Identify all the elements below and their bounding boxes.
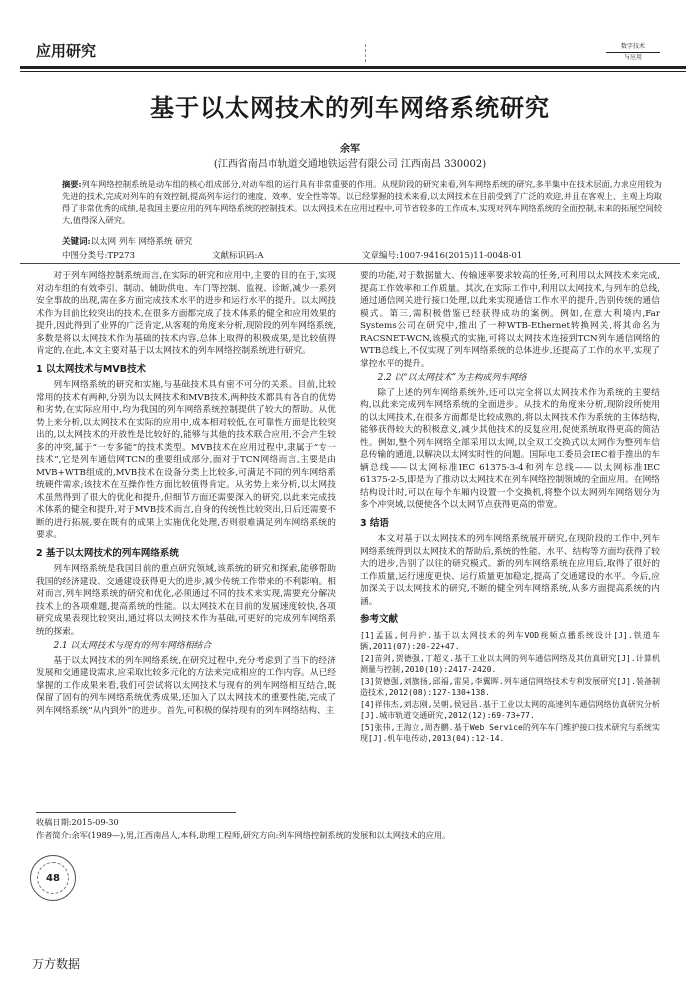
header-divider <box>365 44 367 62</box>
abstract <box>62 178 662 226</box>
abstract-text: 列车网络控制系统是动车组的核心组成部分,对动车组的运行具有非常重要的作用。从现阶段的研究来看,列车网络系统的研究,多半集中在技术层面,力求应用较为先进的技术,完成对列车的有效控制,提高列车运行的速度、效率、安全性等等。以已经掌握的技术来看,以太网技术在目前受到了广泛的欢迎,并且在客观上、主观上均取得了非常优秀的成绩,是我国主要应用的列车网络系统的控制技术。以太网技术在应用过程中,可节省较多的工作成本,实现对列车网络系统的全面控制,未来的拓展空间较大,值得深入研究。 <box>62 179 662 225</box>
source-watermark: 万方数据 <box>32 957 81 971</box>
author-bio: 作者简介:余军(1989—),男,江西南昌人,本科,助理工程师,研究方向:列车网络控制系统的发展和以太网技术的应用。 <box>36 830 451 840</box>
intro-paragraph: 对于列车网络控制系统而言,在实际的研究和应用中,主要的目的在于,实现对动车组的有效牵引、制动、辅助供电、车门等控制、监视、诊断,减少一系列安全事故的出现,需在多方面完成技术水平的进步和运行水平的提升。以太网技术作为目前比较突出的技术,在很多方面都完成了技术体系的健全和应用效果的提升,因此得到了业界的广泛肯定,从客观的角度来分析,现阶段的列车网络系统,多数是将以太网技术作为基础的技术内容,总体上取得的积极成果,是比较值得肯定的,在此,本文主要对基于以太网技术的列车网络控制系统进行研究。 <box>36 271 336 356</box>
section-1-paragraph: 列车网络系统的研究和实施,与基础技术具有密不可分的关系。目前,比较常用的技术有两种,分别为以太网技术和MVB技术,两种技术都具有各自的优势和劣势,在实际应用中,均为我国的列车网络系统控制提供了较大的帮助。从优势上来分析,以太网技术在实际的应用中,成本相对较低,在可靠性方面是比较突出的,以太网技术的开放性是比较好的,能够与其他的技术联合应用,不会产生较多的冲突,属于“一专多能”的技术类型。MVB技术在应用过程中,隶属于“专一技术”,它是列车通信网TCN的重要组成部分,面对于TCN网络而言,主要是由MVB+WTB组成的,MVB技术在设备分类上比较多,可满足不同的列车网络系统硬件需求;该技术在互操作性方面比较值得肯定。从劣势上来分析,以太网技术虽然得到了很大的优化和提升,但细节方面还需要深入的研究,以此来完成技术体系的健全和提升,对于MVB技术而言,自身的传统性比较突出,日后还需要不断的进行拓展,要在既有的成果上实施优化处理,否则很难满足列车网络系统的要求。 <box>36 380 336 540</box>
doc-code: 文献标识码:A <box>212 251 264 261</box>
clc-number: 中图分类号:TP273 <box>62 251 135 261</box>
heading-section-1: 1 以太网技术与MVB技术 <box>36 363 146 375</box>
heading-section-3: 3 结语 <box>360 517 389 529</box>
references-heading: 参考文献 <box>360 614 399 625</box>
journal-badge <box>600 42 666 62</box>
reference-item: [2]苗剑,贺德强,丁超义.基于工业以太网的列车通信网络及其仿真研究[J].计算机测量与控制,2010(10):2417-2420. <box>360 653 660 674</box>
page-number: 48 <box>46 872 60 884</box>
header-rule-thin <box>20 71 686 72</box>
keywords-label: 关键词: <box>62 237 91 247</box>
article-id: 文章编号:1007-9416(2015)11-0048-01 <box>362 251 523 261</box>
section-2-1-continued: 要的功能,对于数据量大、传输速率要求较高的任务,可利用以太网技术来完成,提高工作效率和工作质量。其次,在实际工作中,利用以太网技术,与列车的总线,通过通信网关进行接口处理,以此来实现通信工作水平的提升,告别传统的通信模式。第三,需积极借鉴已经获得成功的案例。例如,在意大利境内,Far Systems公司在研究中,推出了一种WTB-Ethernet转换网关,将其命名为RACSNET-WCN,该模式的实施,可将以太网技术连接到TCN列车通信网络的WTB总线上,不仅实现了列车网络系统的总体进步,还提高了工作的水平,实现了掌控水平的提升。 <box>360 271 660 369</box>
abstract-label: 摘要: <box>62 179 82 189</box>
left-column <box>36 270 336 717</box>
reference-item: [5]张伟,王海立,周杏鹏.基于Web Service的列车车门维护接口技术研究与系统实现[J].机车电传动,2013(04):12-14. <box>360 722 660 743</box>
section-2-2-paragraph: 除了上述的列车网络系统外,还可以完全将以太网技术作为系统的主要结构,以此来完成列车网络系统的全面进步。从技术的角度来分析,现阶段所使用的以太网技术,在很多方面都是比较成熟的,将以太网技术作为系统的主体结构,能够获得较大的积极意义,减少其他技术的反复应用,促使系统取得更高的简洁性。例如,整个列车网络全部采用以太网,以全双工交换式以太网作为整列车信息传输的通道,以解决以太网实时性的问题。国际电工委员会IEC着手推出的车辆总线——以太网标准IEC 61375-3-4和列车总线——以太网标准IEC 61375-2-5,即是为了推动以太网技术在列车网络控制领域的全面应用。在网络结构设计时,可以在每个车厢内设置一个交换机,将整个以太网列车网络划分为多个冲突域,以便使各个以太网节点获得更高的带宽。 <box>360 387 660 510</box>
badge-line2: 与应用 <box>606 52 660 63</box>
heading-section-2-2: 2.2 以“以太网技术”为主构成列车网络 <box>377 373 527 383</box>
right-column <box>360 270 660 745</box>
keywords <box>62 235 662 247</box>
heading-section-2-1: 2.1 以太网技术与现有的列车网络相结合 <box>53 641 212 651</box>
reference-item: [4]祥伟杰,刘志刚,吴朝,侯冠昌.基于工业以太网的高速列车通信网络仿真研究分析[J].城市轨道交通研究,2012(12):69-73+77. <box>360 699 660 720</box>
page-number-seal <box>30 855 76 901</box>
conclusion-paragraph: 本文对基于以太网技术的列车网络系统展开研究,在现阶段的工作中,列车网络系统得到以太网技术的帮助后,系统的性能、水平、结构等方面均获得了较大的进步,告别了以往的研究模式。新的列车网络系统在应用后,取得了很好的工作质量,运行速度更快、运行质量更加稳定,提高了交通建设的水平。今后,应加深关于以太网技术的研究,不断的健全列车网络系统,从多方面提高系统的内涵。 <box>360 534 660 607</box>
header-rule <box>20 66 686 69</box>
footnote-rule <box>36 812 236 813</box>
page-number-ring <box>37 862 69 894</box>
reference-item: [3]贺德强,刘旗扬,邱福,雷昊,李翼晖.列车通信网络技术专利发展研究[J].装备制造技术,2012(08):127-130+138. <box>360 676 660 697</box>
section-2-paragraph: 列车网络系统是我国目前的重点研究领域,该系统的研究和探索,能够帮助我国的经济建设、交通建设获得更大的进步,减少传统工作带来的不利影响。相对而言,列车网络系统的研究和优化,必须通过不同的技术来实现,需要充分解决技术上的各项难题,提高系统的性能。以太网技术在目前的发展速度较快,各项研究成果表现比较突出,通过将以太网技术作为基础,可更好的完成列车网络系统的探索。 <box>36 564 336 637</box>
reference-item: [1]孟猛,何丹护.基于以太网技术的列车VOD视频点播系统设计[J].铁道车辆,2011(07):20-22+47. <box>360 630 660 651</box>
badge-line1: 数字技术 <box>620 43 645 50</box>
keywords-text: 以太网 列车 网络系统 研究 <box>90 237 193 247</box>
paper-title: 基于以太网技术的列车网络系统研究 <box>150 94 550 122</box>
reference-list <box>360 630 660 745</box>
received-date: 收稿日期:2015-09-30 <box>36 817 119 827</box>
heading-section-2: 2 基于以太网技术的列车网络系统 <box>36 547 179 559</box>
section-2-1-paragraph: 基于以太网技术的列车网络系统,在研究过程中,充分考虑到了当下的经济发展和交通建设需求,应采取比较多元化的方法来完成相应的工作内容。从已经掌握的工作成果来看,我们可尝试将以太网技术与现有的列车网络相互结合,既保留了固有的列车网络系统优秀成果,还加入了以太网技术的重要性能,完成了列车网络系统“从内到外”的进步。首先,可积极的保持现有的列车网络结构、主 <box>36 655 336 716</box>
affiliation: (江西省南昌市轨道交通地铁运营有限公司 江西南昌 330002) <box>213 159 487 170</box>
abstract-rule <box>20 263 680 264</box>
author: 余军 <box>340 144 360 155</box>
section-label: 应用研究 <box>36 42 97 60</box>
footnote <box>36 816 676 842</box>
